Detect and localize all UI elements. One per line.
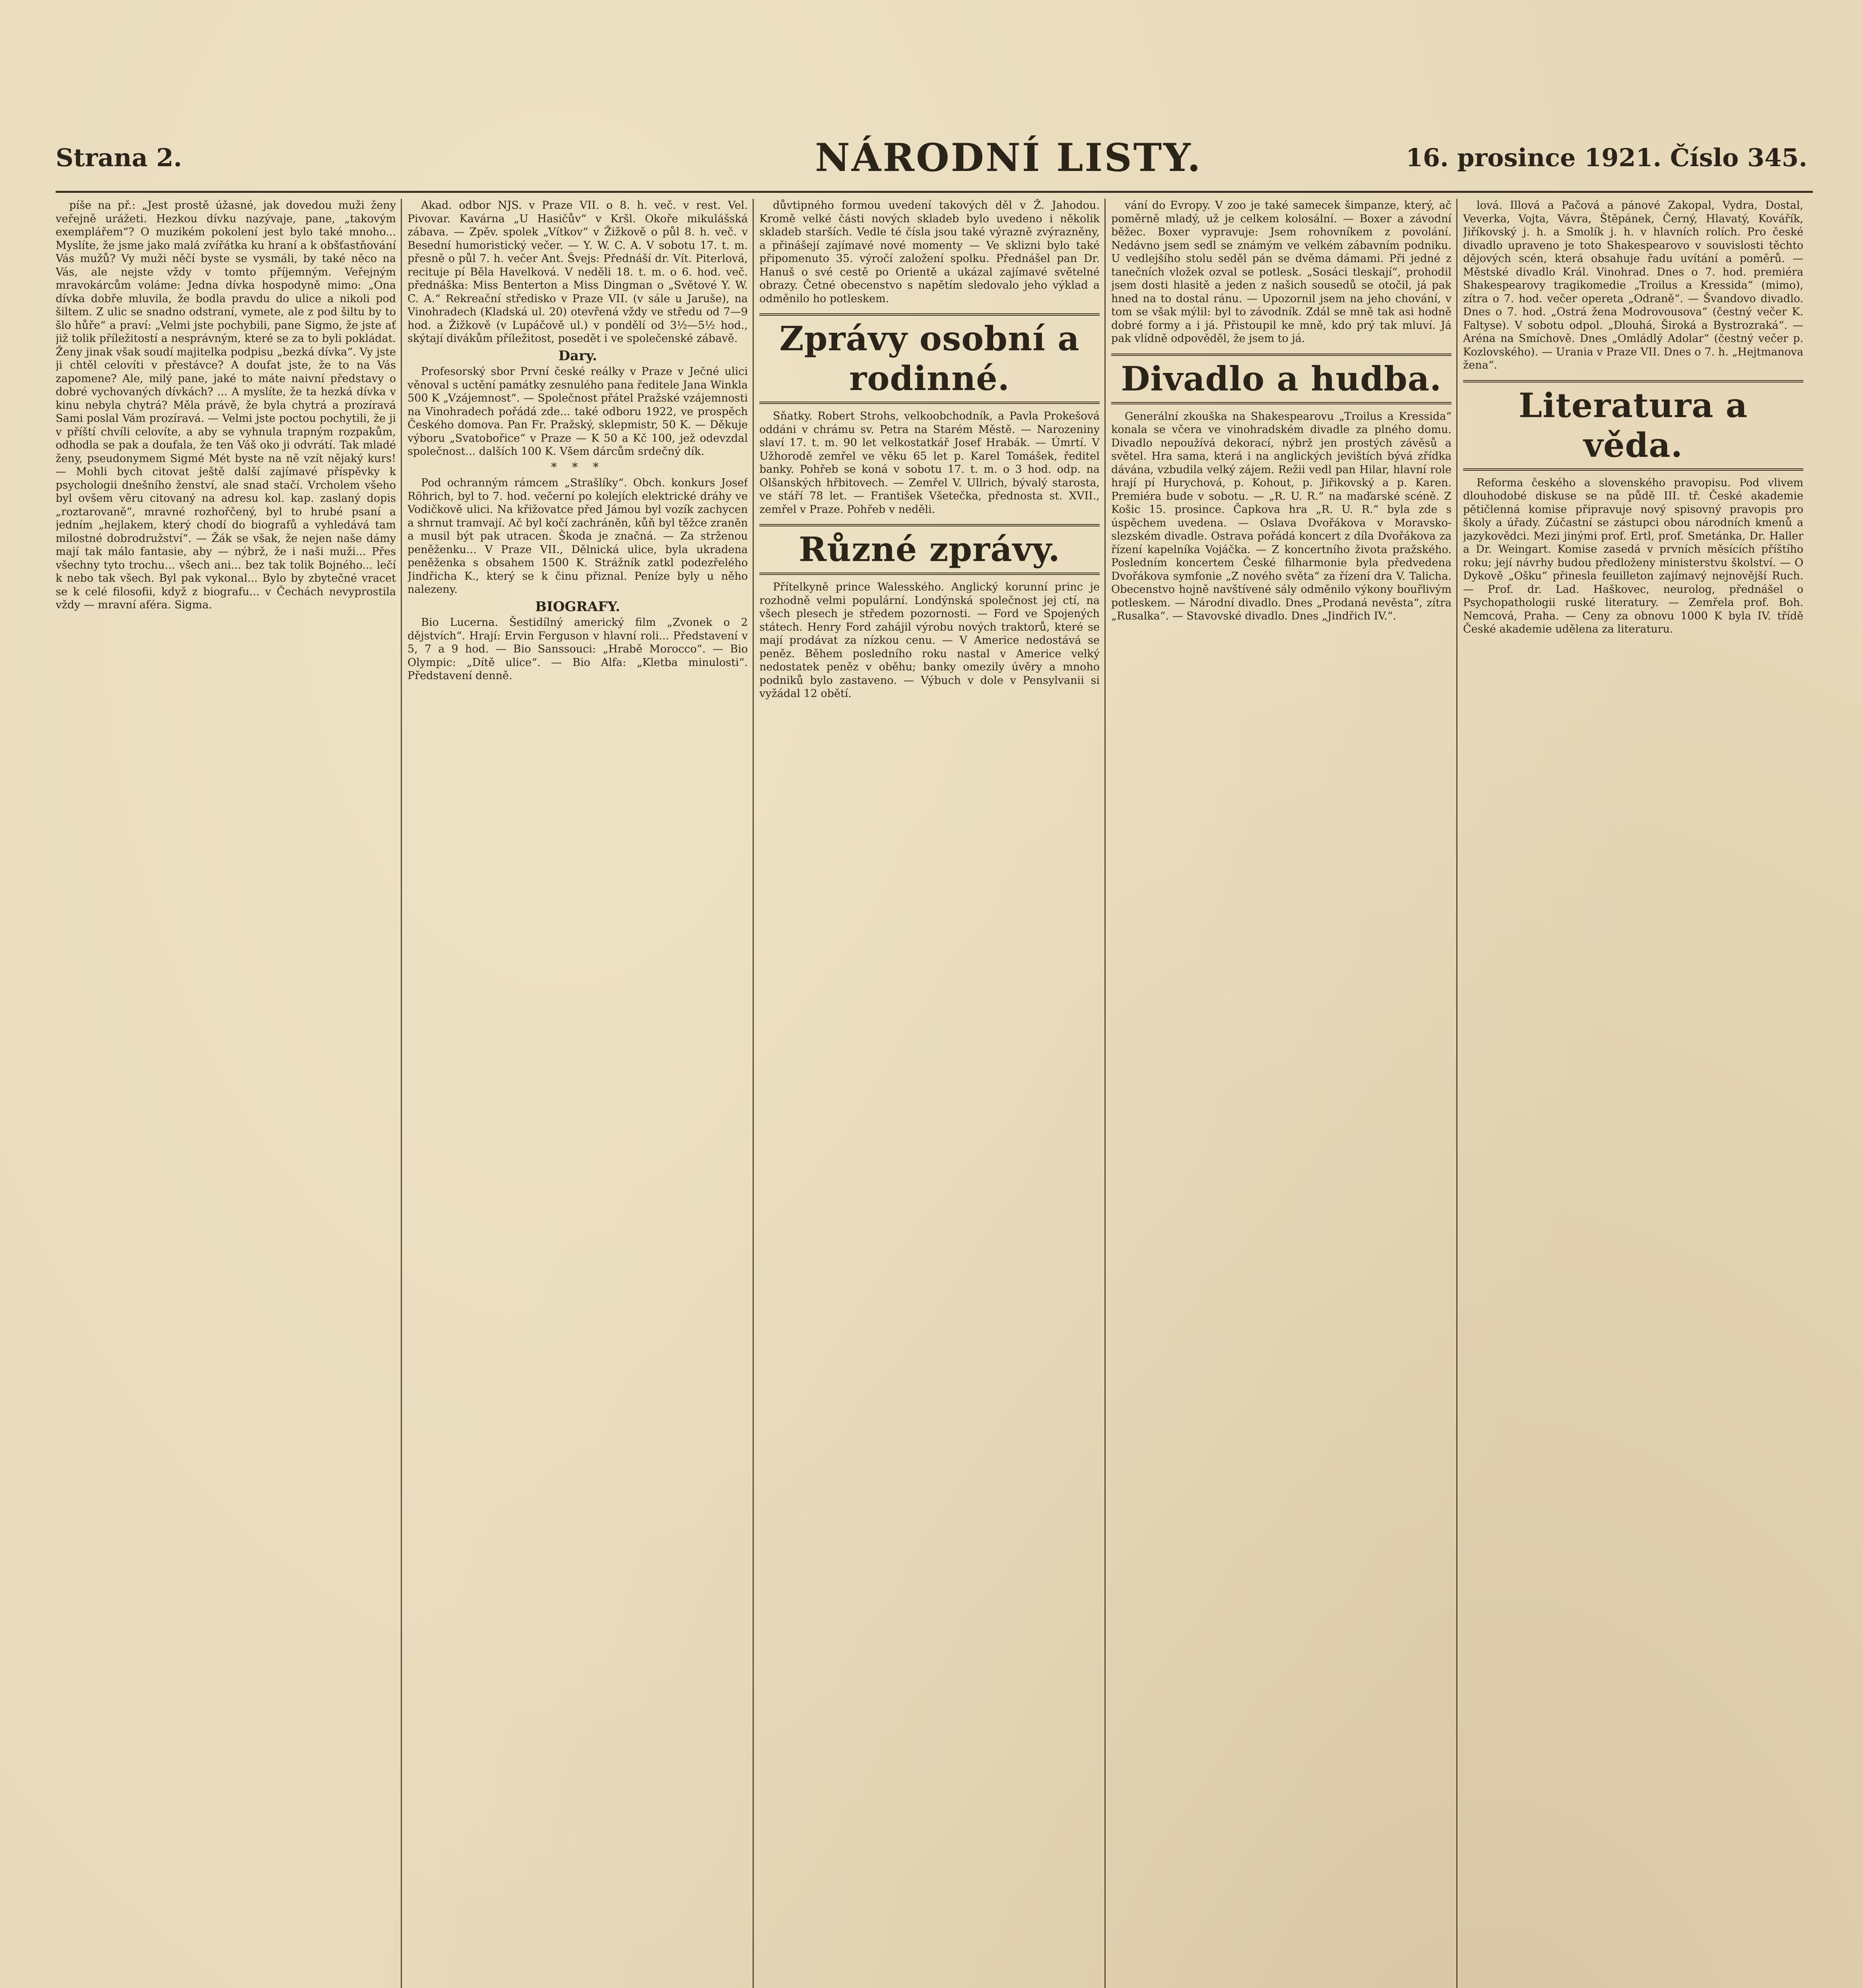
- separator-mark: * * *: [551, 460, 605, 474]
- section-heading: Literatura a věda.: [1463, 380, 1803, 471]
- article-text: píše na př.: „Jest prostě úžasné, jak dovedou muži ženy veřejně urážeti. Hezkou dívku nazývaje, pane, „takovým exemplářem“? O muzikém pokolení jest bylo také mnoho... Myslíte, že jsme jako malá zvířátka ku hraní a k obšťastňování Vás mužů? Vy muži něčí byste se vysmáli, by také něco na Vás, ale nejste vždy v tomto příjemným. Veřejným mravokárcům voláme: Jedna dívka hospodyně mimo: „Ona dívka dobře mluvila, že bodla pravdu do ulice a nikoli pod šiltem. Z ulic se snadno odstraní, vymete, ale z pod šiltu by to šlo hůře“ a praví: „Velmi jste pochybili, pane Sigmo, že jste ať již tolik příležitostí a nesprávným, které se za to byli pokládat. Ženy jinak však soudí majitelka podpisu „bezká dívka“. Vy jste ji chtěl celovíti v přestávce? A doufat jste, že to na Vás zapomene? Ale, milý pane, jaké to máte naivní představy o dobré vychovaných dívkách? ... A myslíte, že ta hezká dívka v kinu nebyla chytrá? Měla právě, že byla chytrá a prozíravá Sami poslal Vám prozíravá. — Velmi jste poctou pochytili, že ji v příští chvíli celovíte, a aby se vyhnula trapným rozpakům, odhodla se pak a doufala, že ten Váš oko ji odvrátí. Tak mladé ženy, pseudonymem Sigmé Mét byste na ně vzít nějaký kurs! — Mohli bych citovat ještě další zajímavé příspěvky k psychologii dnešního ženství, ale snad stačí. Vrcholem všeho byl ovšem věru citovaný na adresu kol. kap. zaslaný dopis „roztarovaně“, mravné rozhořčený, byl to hrubé psaní a jedním „hejlakem, který chodí do biografů a vyhledává tam milostné dobrodružství“. — Žák se však, že nejen naše dámy mají tak málo fantasie, aby — nýbrž, že i naši muži... Přes všechny tyto trochu... všech ani... bez tak tolik Bojného... lečí k nebo tak všech. Byl pak vykonal... Bylo by zbytečné vracet se k celé filosofii, když z biografu... v Čechách nevyprostila vždy — mravní aféra. Sigma.: [56, 199, 396, 611]
- article-text: lová. Illová a Pačová a pánové Zakopal, Vydra, Dostal, Veverka, Vojta, Vávra, Štěpánek, Černý, Hlavatý, Kovářík, Jiříkovský j. h. a Smolík j. h. v hlavních rolích. Pro české divadlo upraveno je toto Shakespearovo v souvislosti těchto dějových scén, která obsahuje řadu uvítání a poměrů. — Městské divadlo Král. Vinohrad. Dnes o 7. hod. premiéra Shakespearovy tragikomedie „Troilus a Kressida“ (mimo), zítra o 7. hod. večer opereta „Odraně“. — Švandovo divadlo. Dnes o 7. hod. „Ostrá žena Modrovousova“ (čestný večer K. Faltyse). V sobotu odpol. „Dlouhá, Široká a Bystrozraká“. — Aréna na Smíchově. Dnes „Omládlý Adolar“ (čestný večer p. Kozlovského). — Urania v Praze VII. Dnes o 7. h. „Hejtmanova žena“.: [1463, 199, 1803, 371]
- column-1: [56, 199, 396, 1988]
- column-divider: [1456, 199, 1457, 1988]
- article-text: vání do Evropy. V zoo je také samecek šimpanze, který, ač poměrně mladý, už je celkem kolosální. — Boxer a závodní běžec. Boxer vypravuje: Jsem rohovníkem z povolání. Nedávno jsem sedl se známým ve velkém zábavním podniku. U vedlejšího stolu seděl pán se dvěma dámami. Při jedné z tanečních vložek ozval se potlesk. „Sosáci tleskají“, prohodil jsem dosti hlasitě a jeden z našich sousedů se otočil, já pak hned na to dostal ránu. — Upozornil jsem na jeho chování, v tom se však mýlil: byl to závodník. Zdál se mně tak asi hodně dobré formy a i já. Přistoupil ke mně, kdo prý tak mluví. Já pak vlídně odpověděl, že jsem to já.: [1111, 199, 1452, 345]
- header-rule: [56, 191, 1813, 193]
- article-text: důvtipného formou uvedení takových děl v Ž. Jahodou. Kromě velké části nových skladeb bylo uvedeno i několik skladeb starších. Vedle té čísla jsou také výrazně zvýrazněny, a přinášejí zajímavé nové momenty — Ve sklizni bylo také připomenuto 35. výročí založení spolku. Přednášel pan Dr. Hanuš o své cestě po Orientě a ukázal zajímavé světelné obrazy. Četné obecenstvo s napětím sledovalo jeho výklad a odměnilo ho potleskem.: [759, 199, 1100, 305]
- column-divider: [753, 199, 754, 1988]
- column-2: [408, 199, 748, 1988]
- newspaper-title: NÁRODNÍ LISTY.: [815, 135, 1202, 180]
- column-divider: [1104, 199, 1106, 1988]
- page-number: Strana 2.: [56, 143, 182, 172]
- article-text: Akad. odbor NJS. v Praze VII. o 8. h. več. v rest. Vel. Pivovar. Kavárna „U Hasičův“ v Kršl. Okoře mikulášská zábava. — Zpěv. spolek „Vítkov“ v Žižkově o půl 8. h. več. v Besední humoristický večer. — Y. W. C. A. V sobotu 17. t. m. přesně o půl 7. h. večer Ant. Švejs: Přednáší dr. Vít. Piterlová, recituje pí Běla Havelková. V neděli 18. t. m. o 6. hod. več. přednáška: Miss Benterton a Miss Dingman o „Světové Y. W. C. A.“ Rekreační středisko v Praze VII. (v sále u Jaruše), na Vinohradech (Kladská ul. 20) otevřená vždy ve středu od 7—9 hod. a Žižkově (v Lupáčově ul.) v pondělí od 3½—5½ hod., skýtají divákům příležitost, posedět i ve společenské zábavě.: [408, 199, 748, 345]
- column-5: [1463, 199, 1803, 1988]
- article-text: Přítelkyně prince Walesského. Anglický korunní princ je rozhodně velmi populární. Londýnská společnost jej ctí, na všech plesech je středem pozornosti. — Ford ve Spojených státech. Henry Ford zahájil výrobu nových traktorů, které se mají prodávat za nízkou cenu. — V Americe nedostává se peněz. Během posledního roku nastal v Americe velký nedostatek peněz v oběhu; banky omezily úvěry a mnoho podniků bylo zastaveno. — Výbuch v dole v Pensylvanii si vyžádal 12 obětí.: [759, 581, 1100, 700]
- section-heading: Divadlo a hudba.: [1111, 353, 1452, 404]
- column-3: [759, 199, 1100, 1988]
- page-header: [40, 135, 1823, 187]
- column-4: [1111, 199, 1452, 1988]
- article-text: Reforma českého a slovenského pravopisu. Pod vlivem dlouhodobé diskuse se na půdě III. tř. České akademie pětičlenná komise připravuje nový spisovný pravopis pro školy a úřady. Zúčastní se zástupci obou národních kmenů a jazykovědci. Mezi jinými prof. Ertl, prof. Smetánka, Dr. Haller a Dr. Weingart. Komise zasedá v prvních měsících příštího roku; její návrhy budou předloženy ministerstvu školství. — O Dykově „Ošku“ přinesla feuilleton zajímavý nejnovější Ruch. — Prof. dr. Lad. Haškovec, neurolog, přednášel o Psychopathologii ruské literatury. — Zemřela prof. Boh. Nemcová, Praha. — Ceny za obnovu 1000 K byla IV. třídě České akademie udělena za literaturu.: [1463, 476, 1803, 635]
- column-divider: [401, 199, 402, 1988]
- article-text: Pod ochranným rámcem „Strašlíky“. Obch. konkurs Josef Röhrich, byl to 7. hod. večerní po kolejích elektrické dráhy ve Vodičkově ulici. Na křižovatce před Jámou byl vozík zachycen a shrnut tramvají. Ač byl kočí zachráněn, kůň byl těžce zraněn a musil být pak utracen. Škoda je značná. — Za strženou peněženku... V Praze VII., Dělnická ulice, byla ukradena peněženka s obsahem 1500 K. Strážník zatkl podezřelého Jindřicha K., který se k činu přiznal. Peníze byly u něho nalezeny.: [408, 477, 748, 596]
- article-text: Generální zkouška na Shakespearovu „Troilus a Kressida“ konala se včera ve vinohradském divadle za plného domu. Divadlo nepoužívá dekorací, nýbrž jen prostých závěsů a světel. Hra sama, která i na anglických jevištích bývá zřídka dávána, vzbudila velký zájem. Režii vedl pan Hilar, hlavní role hrají pí Hurychová, p. Kohout, p. Jiřikovský a p. Karen. Premiéra bude v sobotu. — „R. U. R.“ na maďarské scéně. Z Košic 15. prosince. Čapkova hra „R. U. R.“ byla zde s úspěchem uvedena. — Oslava Dvořákova v Moravsko-slezském divadle. Ostrava pořádá koncert z díla Dvořákova za řízení kapelníka Vojáčka. — Z koncertního života pražského. Posledním koncertem České filharmonie byla předvedena Dvořákova symfonie „Z nového světa“ za řízení dra V. Talicha. Obecenstvo hojně navštívené sály odměnilo výkony bouřlivým potleskem. — Národní divadlo. Dnes „Prodaná nevěsta“, zítra „Rusalka“. — Stavovské divadlo. Dnes „Jindřich IV.“.: [1111, 410, 1452, 622]
- section-subheading: Dary.: [558, 348, 597, 364]
- article-text: Sňatky. Robert Strohs, velkoobchodník, a Pavla Prokešová oddáni v chrámu sv. Petra na Starém Městě. — Narozeniny slaví 17. t. m. 90 let velkostatkář Josef Hrabák. — Úmrtí. V Užhorodě zemřel ve věku 65 let p. Karel Tomášek, ředitel banky. Pohřeb se koná v sobotu 17. t. m. o 3 hod. odp. na Olšanských hřbitovech. — Zemřel V. Ullrich, bývalý starosta, ve stáří 78 let. — František Všetečka, přednosta st. XVII., zemřel v Praze. Pohřeb v neděli.: [759, 410, 1100, 516]
- section-heading: Zprávy osobní a rodinné.: [759, 313, 1100, 404]
- issue-date: 16. prosince 1921. Číslo 345.: [1405, 143, 1807, 172]
- article-text: Bio Lucerna. Šestidílný americký film „Zvonek o 2 dějstvích“. Hrají: Ervin Ferguson v hlavní roli... Představení v 5, 7 a 9 hod. — Bio Sanssouci: „Hrabě Morocco“. — Bio Olympic: „Dítě ulice“. — Bio Alfa: „Kletba minulosti“. Představení denně.: [408, 616, 748, 682]
- section-subheading: BIOGRAFY.: [535, 598, 620, 615]
- section-heading: Různé zprávy.: [759, 524, 1100, 575]
- article-text: Profesorský sbor První české reálky v Praze v Ječné ulici věnoval s uctění památky zesnulého pana ředitele Jana Winkla 500 K „Vzájemnost“. — Společnost přátel Pražské vzájemnosti na Vinohradech pořádá zde... také odboru 1922, ve prospěch Českého domova. Pan Fr. Pražský, sklepmistr, 50 K. — Děkuje výboru „Svatobořice“ v Praze — K 50 a Kč 100, jež odevzdal společnost... dalších 100 K. Všem dárcům srdečný dík.: [408, 365, 748, 458]
